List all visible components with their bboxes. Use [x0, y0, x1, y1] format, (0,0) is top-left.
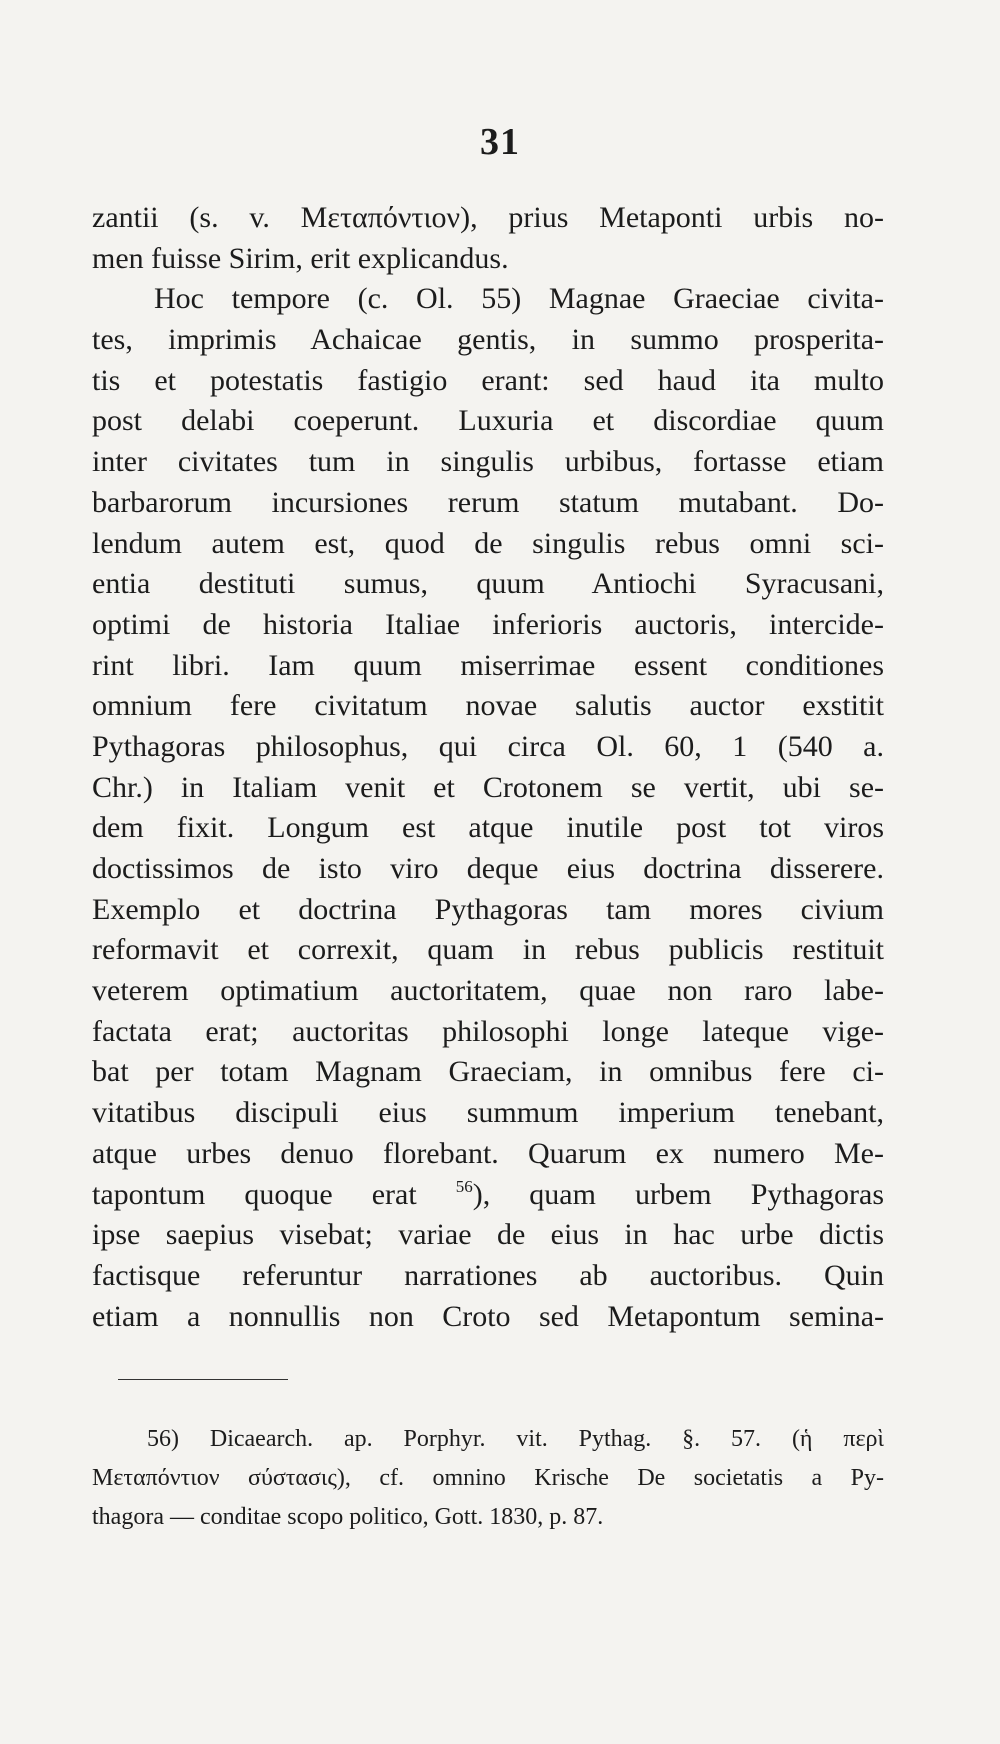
- text-line: post delabi coeperunt. Luxuria et discordiae quum: [92, 404, 884, 438]
- main-text: [92, 198, 884, 1337]
- text-segment: ), quam urbem Pythagoras: [472, 1177, 884, 1211]
- text-line: men fuisse Sirim, erit explicandus.: [92, 241, 509, 275]
- text-line: optimi de historia Italiae inferioris auctoris, intercide-: [92, 607, 884, 641]
- text-line: veterem optimatium auctoritatem, quae non raro labe-: [92, 974, 884, 1008]
- text-line: reformavit et correxit, quam in rebus publicis restituit: [92, 933, 884, 967]
- text-line: doctissimos de isto viro deque eius doctrina disserere.: [92, 852, 884, 885]
- text-line: factata erat; auctoritas philosophi longe lateque vige-: [92, 1014, 884, 1048]
- text-line: atque urbes denuo florebant. Quarum ex numero Me-: [92, 1136, 884, 1170]
- text-line: ipse saepius visebat; variae de eius in hac urbe dictis: [92, 1218, 884, 1252]
- text-line: bat per totam Magnam Graeciam, in omnibus fere ci-: [92, 1055, 884, 1089]
- text-line-with-footnote: [92, 1175, 884, 1216]
- text-line: vitatibus discipuli eius summum imperium tenebant,: [92, 1096, 884, 1130]
- footnote-divider: [118, 1379, 288, 1380]
- text-line: entia destituti sumus, quum Antiochi Syracusani,: [92, 567, 884, 601]
- text-line: omnium fere civitatum novae salutis auctor exstitit: [92, 689, 884, 723]
- footnote-line: 56) Dicaearch. ap. Porphyr. vit. Pythag. §. 57. (ἡ περὶ: [147, 1426, 884, 1452]
- text-line: Exemplo et doctrina Pythagoras tam mores civium: [92, 892, 884, 926]
- text-line: Chr.) in Italiam venit et Crotonem se vertit, ubi se-: [92, 770, 884, 804]
- text-line: Pythagoras philosophus, qui circa Ol. 60, 1 (540 a.: [92, 729, 884, 763]
- footnote-reference: 56: [455, 1176, 473, 1196]
- text-line: rint libri. Iam quum miserrimae essent conditiones: [92, 648, 884, 682]
- text-line: factisque referuntur narrationes ab auctoribus. Quin: [92, 1258, 884, 1292]
- text-line: etiam a nonnullis non Croto sed Metapontum semina-: [92, 1299, 884, 1333]
- text-line: lendum autem est, quod de singulis rebus omni sci-: [92, 526, 884, 560]
- text-line: barbarorum incursiones rerum statum mutabant. Do-: [92, 485, 884, 519]
- text-line: Hoc tempore (c. Ol. 55) Magnae Graeciae civita-: [154, 282, 884, 316]
- text-line: tis et potestatis fastigio erant: sed haud ita multo: [92, 363, 884, 397]
- footnote-line: thagora — conditae scopo politico, Gott. 1830, p. 87.: [92, 1504, 604, 1530]
- page-number: 31: [480, 121, 520, 163]
- text-line: inter civitates tum in singulis urbibus, fortasse etiam: [92, 445, 884, 479]
- text-line: zantii (s. v. Μεταπόντιον), prius Metaponti urbis no-: [92, 201, 884, 234]
- footnote-line: Μεταπόντιον σύστασις), cf. omnino Krische De societatis a Py-: [92, 1465, 884, 1491]
- text-line: dem fixit. Longum est atque inutile post tot viros: [92, 811, 884, 845]
- text-line: tes, imprimis Achaicae gentis, in summo prosperita-: [92, 323, 884, 357]
- footnotes: [92, 1420, 884, 1537]
- text-segment: tapontum quoque erat: [92, 1177, 417, 1211]
